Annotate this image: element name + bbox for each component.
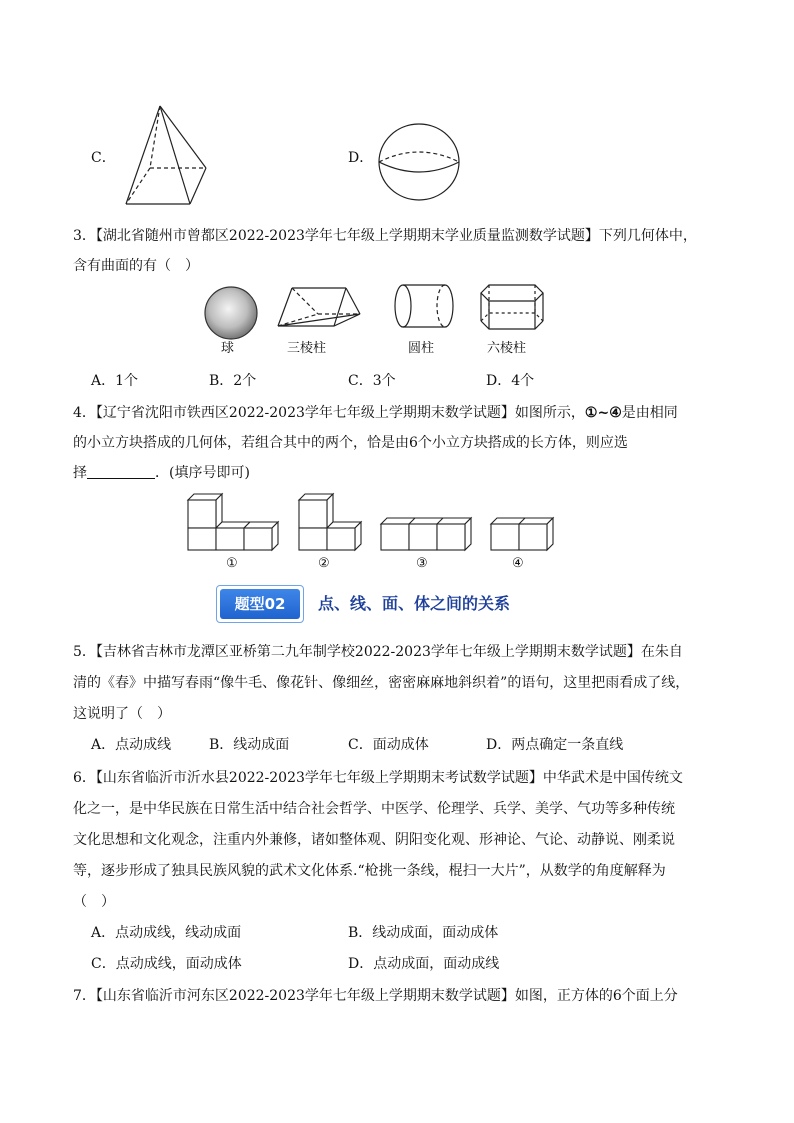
q5-option-b: B．线动成面	[209, 737, 290, 753]
answer-blank[interactable]	[87, 464, 155, 479]
hexagonal-prism-figure	[479, 283, 547, 331]
q4-line-1-pre: 4．【辽宁省沈阳市铁西区2022-2023学年七年级上学期期末数学试题】如图所示，	[73, 405, 585, 421]
section-badge-text: 题型02	[220, 589, 300, 619]
triangular-prism-figure	[276, 284, 366, 330]
cube-figure-3-label: ③	[416, 556, 428, 571]
option-d-label: D．	[348, 150, 374, 166]
q6-line-2: 化之一，是中华民族在日常生活中结合社会哲学、中医学、伦理学、兵学、美学、气功等多种传统	[73, 801, 675, 817]
q5-line-2: 清的《春》中描写春雨“像牛毛、像花针、像细丝，密密麻麻地斜织着”的语句，这里把雨看成了线，	[73, 675, 690, 691]
q6-line-1: 6．【山东省临沂市沂水县2022-2023学年七年级上学期期末考试数学试题】中华武术是中国传统文	[73, 770, 683, 786]
q4-line-3-pre: 择	[73, 465, 87, 481]
q6-option-c: C．点动成线，面动成体	[91, 956, 242, 972]
cube-figure-2-label: ②	[318, 556, 330, 571]
ball-figure	[203, 285, 259, 341]
square-pyramid-figure	[120, 104, 220, 208]
q4-line-1-post: 是由相同	[621, 405, 678, 421]
hexagonal-prism-label: 六棱柱	[487, 341, 527, 356]
q4-line-2: 的小立方块搭成的几何体，若组合其中的两个，恰是由6个小立方块搭成的长方体，则应选	[73, 435, 628, 451]
q3-option-d: D．4个	[486, 373, 535, 389]
q5-option-d: D．两点确定一条直线	[486, 737, 624, 753]
q3-option-c: C．3个	[348, 373, 396, 389]
q3-line-2: 含有曲面的有（ ）	[73, 258, 199, 274]
cube-figure-4	[489, 516, 561, 554]
q5-line-3: 这说明了（ ）	[73, 706, 171, 722]
sphere-figure	[377, 122, 461, 202]
cube-figure-4-label: ④	[512, 556, 524, 571]
q6-line-5: （ ）	[73, 894, 115, 910]
q6-line-3: 文化思想和文化观念，注重内外兼修，诸如整体观、阴阳变化观、形神论、气论、动静说、刚柔说	[73, 832, 675, 848]
cylinder-figure	[393, 283, 455, 329]
q5-option-a: A．点动成线	[91, 737, 172, 753]
section-title: 点、线、面、体之间的关系	[318, 594, 511, 613]
q3-line-1: 3．【湖北省随州市曾都区2022-2023学年七年级上学期期末学业质量监测数学试题】下列几何体中，	[73, 228, 697, 244]
option-c-label: C．	[91, 150, 116, 166]
q3-option-a: A．1个	[91, 373, 139, 389]
q5-option-c: C．面动成体	[348, 737, 429, 753]
cube-figure-3	[379, 516, 479, 554]
triangular-prism-label: 三棱柱	[287, 341, 327, 356]
q4-line-3-post: ．(填序号即可)	[155, 465, 250, 481]
q6-option-a: A．点动成线，线动成面	[91, 925, 242, 941]
q6-option-d: D．点动成面，面动成线	[348, 956, 500, 972]
ball-label: 球	[221, 341, 235, 356]
q5-line-1: 5．【吉林省吉林市龙潭区亚桥第二九年制学校2022-2023学年七年级上学期期末数学试题】在朱自	[73, 644, 683, 660]
q6-option-b: B．线动成面，面动成体	[348, 925, 499, 941]
section-badge	[216, 585, 304, 623]
q3-option-b: B．2个	[209, 373, 257, 389]
q4-line-3	[73, 463, 250, 483]
cube-figure-1	[186, 492, 286, 552]
q7-line-1: 7．【山东省临沂市河东区2022-2023学年七年级上学期期末数学试题】如图，正方体的6个面上分	[73, 988, 678, 1004]
q4-line-1	[73, 403, 678, 423]
q4-line-1-range: ①~④	[584, 405, 622, 421]
cylinder-label: 圆柱	[408, 341, 435, 356]
q6-line-4: 等，逐步形成了独具民族风貌的武术文化体系.“枪挑一条线，棍扫一大片”，从数学的角度解释为	[73, 863, 666, 879]
cube-figure-2	[297, 492, 369, 552]
cube-figure-1-label: ①	[226, 556, 238, 571]
